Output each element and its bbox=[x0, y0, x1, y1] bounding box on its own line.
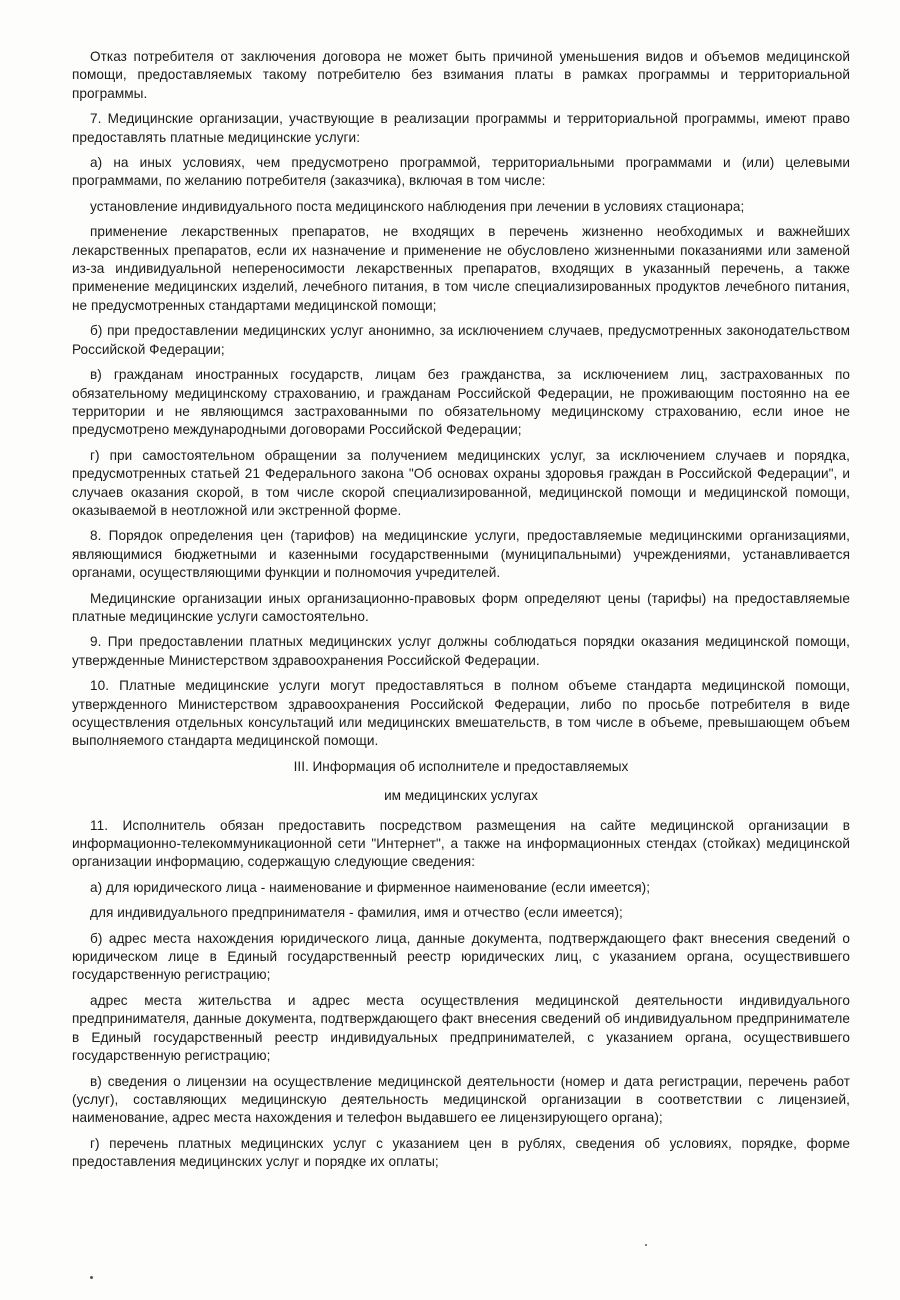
paragraph-9: 9. При предоставлении платных медицинских услуг должны соблюдаться порядки оказания медицинской помощи, утвержденные Министерством здравоохранения Российской Федерации. bbox=[72, 634, 850, 668]
paragraph-7a: а) на иных условиях, чем предусмотрено программой, территориальными программами и (или) целевыми программами, по желанию потребителя (заказчика), включая в том числе: bbox=[72, 155, 850, 189]
paragraph-11b: б) адрес места нахождения юридического лица, данные документа, подтверждающего факт внесения сведений о юридическом лице в Единый государственный реестр юридических лиц, с указанием органа, осуществившего государственную регистрацию; bbox=[72, 930, 850, 983]
paragraph-drugs: применение лекарственных препаратов, не входящих в перечень жизненно необходимых и важнейших лекарственных препаратов, если их назначение и применение не обусловлено жизненными показаниями или заменой из-за индивидуальной непереносимости лекарственных препаратов, входящих в указанный перечень, а также применение медицинских изделий, лечебного питания, в том числе специализированных продуктов лечебного питания, не предусмотренных стандартами медицинской помощи; bbox=[72, 224, 850, 313]
section-heading-line1: III. Информация об исполнителе и предоставляемых bbox=[293, 758, 629, 774]
paragraph-10: 10. Платные медицинские услуги могут предоставляться в полном объеме стандарта медицинской помощи, утвержденного Министерством здравоохранения Российской Федерации, либо по просьбе потребителя в виде осуществления отдельных консультаций или медицинских вмешательств, в том числе в объеме, превышающем объем выполняемого стандарта медицинской помощи. bbox=[72, 678, 850, 749]
paragraph-8-other-orgs: Медицинские организации иных организационно-правовых форм определяют цены (тарифы) на предоставляемые платные медицинские услуги самостоятельно. bbox=[72, 590, 850, 624]
scan-speck bbox=[90, 1276, 93, 1279]
paragraph-11b-individual: адрес места жительства и адрес места осуществления медицинской деятельности индивидуального предпринимателя, данные документа, подтверждающего факт внесения сведений об индивидуальном предпринимателе в Единый государственный реестр индивидуальных предпринимателей, с указанием органа, осуществившего государственную регистрацию; bbox=[72, 992, 850, 1064]
paragraph-11: 11. Исполнитель обязан предоставить посредством размещения на сайте медицинской организации в информационно-телекоммуникационной сети "Интернет", а также на информационных стендах (стойках) медицинской организации информацию, содержащую следующие сведения: bbox=[72, 817, 850, 870]
paragraph-11g: г) перечень платных медицинских услуг с указанием цен в рублях, сведения об условиях, порядке, форме предоставления медицинских услуг и порядке их оплаты; bbox=[72, 1135, 850, 1170]
scan-speck bbox=[645, 1244, 647, 1246]
paragraph-11v: в) сведения о лицензии на осуществление медицинской деятельности (номер и дата регистрации, перечень работ (услуг), составляющих медицинскую деятельность медицинской организации в соответствии с лицензией, наименование, адрес места нахождения и телефон выдавшего ее лицензирующего органа); bbox=[72, 1073, 850, 1126]
section-heading-line2: им медицинских услугах bbox=[384, 788, 538, 804]
paragraph-7g: г) при самостоятельном обращении за получением медицинских услуг, за исключением случаев и порядка, предусмотренных статьей 21 Федерального закона "Об основах охраны здоровья граждан в Российской Федерации", и случаев оказания скорой, в том числе скорой специализированной, медицинской помощи и медицинской помощи, оказываемой в неотложной или экстренной форме. bbox=[72, 447, 850, 518]
paragraph-11a: а) для юридического лица - наименование и фирменное наименование (если имеется); bbox=[90, 879, 651, 895]
paragraph-8: 8. Порядок определения цен (тарифов) на медицинские услуги, предоставляемые медицинскими организациями, являющимися бюджетными и казенными государственными (муниципальными) учреждениями, устанавливается органами, осуществляющими функции и полномочия учредителей. bbox=[72, 528, 850, 581]
paragraph-7v: в) гражданам иностранных государств, лицам без гражданства, за исключением лиц, застрахованных по обязательному медицинскому страхованию, и гражданам Российской Федерации, не проживающим постоянно на ее территории и не являющимся застрахованными по обязательному медицинскому страхованию, если иное не предусмотрено международными договорами Российской Федерации; bbox=[72, 367, 850, 438]
paragraph-11a-individual: для индивидуального предпринимателя - фамилия, имя и отчество (если имеется); bbox=[90, 905, 623, 921]
paragraph-7: 7. Медицинские организации, участвующие в реализации программы и территориальной программы, имеют право предоставлять платные медицинские услуги: bbox=[72, 111, 850, 145]
paragraph-7b: б) при предоставлении медицинских услуг анонимно, за исключением случаев, предусмотренных законодательством Российской Федерации; bbox=[72, 323, 850, 357]
paragraph-refusal: Отказ потребителя от заключения договора не может быть причиной уменьшения видов и объемов медицинской помощи, предоставляемых такому потребителю без взимания платы в рамках программы и территориальной программы. bbox=[72, 49, 850, 101]
paragraph-individual-post: установление индивидуального поста медицинского наблюдения при лечении в условиях стационара; bbox=[90, 198, 745, 214]
